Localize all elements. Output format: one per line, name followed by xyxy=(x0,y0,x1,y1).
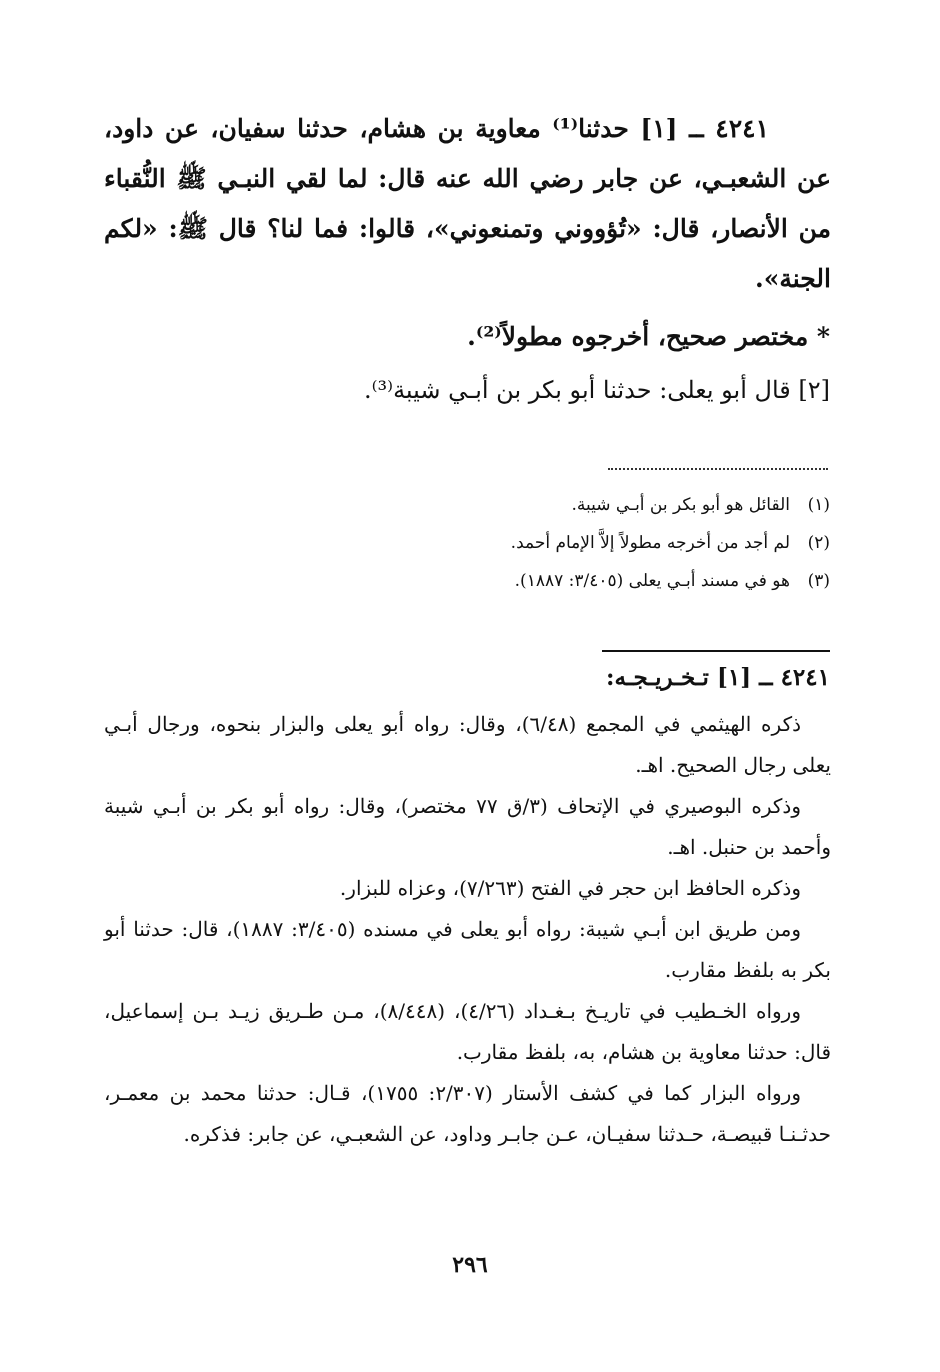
takhrij-paragraph: ومن طريق ابن أبـي شيبة: رواه أبو يعلى في مسنده (٣/٤٠٥: ١٨٨٧)، قال: حدثنا أبو بكر به بلفظ مقارب. xyxy=(104,917,831,982)
footnote-2 xyxy=(511,524,830,562)
footnote-number: (٣) xyxy=(807,571,830,591)
footnote-text: هو في مسند أبـي يعلى (٣/٤٠٥: ١٨٨٧). xyxy=(514,571,790,591)
takhrij-body xyxy=(104,704,831,1155)
hadith-paragraph: ٤٢٤١ ــ [١] حدثنا⁽¹⁾ معاوية بن هشام، حدثنا سفيان، عن داود، عن الشعبـي، عن جابر رضي الله عنه قال: لما لقي النبـي ﷺ النُّقباء من الأنصار، قال: «تُؤووني وتمنعوني»، قالوا: فما لنا؟ قال ﷺ: «لكم الجنة». xyxy=(104,114,831,293)
page-number: ٢٩٦ xyxy=(452,1252,488,1278)
grading-line: * مختصر صحيح، أخرجوه مطولاً⁽²⁾. xyxy=(467,322,830,351)
takhrij-paragraph: ورواه الخـطيب في تاريـخ بـغـداد (٤/٢٦)، (٨/٤٤٨)، مـن طـريق زيـد بـن إسماعيل، قال: حدثنا معاوية بن هشام، به، بلفظ مقارب. xyxy=(104,999,831,1064)
hadith-text xyxy=(104,104,831,304)
footnote-3 xyxy=(515,562,830,600)
takhrij-heading: ٤٢٤١ ــ [١] تـخـريـجـه: xyxy=(605,664,830,691)
second-chain: [٢] قال أبو يعلى: حدثنا أبو بكر بن أبـي شيبة⁽³⁾. xyxy=(364,376,830,404)
takhrij-paragraph: ذكره الهيثمي في المجمع (٦/٤٨)، وقال: رواه أبو يعلى والبزار بنحوه، ورجال أبـي يعلى رجال الصحيح. اهـ. xyxy=(104,712,831,777)
footnote-number: (٢) xyxy=(807,533,830,553)
takhrij-paragraph: وذكره البوصيري في الإتحاف (٣/ق ٧٧ مختصر)، وقال: رواه أبو بكر بن أبـي شيبة وأحمد بن حنبل. اهـ. xyxy=(104,794,831,859)
section-rule xyxy=(602,650,830,652)
takhrij-paragraph: وذكره الحافظ ابن حجر في الفتح (٧/٢٦٣)، وعزاه للبزار. xyxy=(339,876,801,900)
takhrij-paragraph: ورواه البزار كما في كشف الأستار (٢/٣٠٧: ١٧٥٥)، قـال: حدثنا محمد بن معمـر، حدثـنـا قبيصـة، حـدثنا سفيـان، عـن جابـر وداود، عن الشعبـي، عن جابر: فذكره. xyxy=(104,1081,831,1146)
footnote-separator xyxy=(608,468,828,470)
footnote-text: القائل هو أبو بكر بن أبـي شيبة. xyxy=(571,495,790,515)
footnote-number: (١) xyxy=(807,495,830,515)
footnote-1 xyxy=(572,486,831,524)
footnote-text: لم أجد من أخرجه مطولاً إلاَّ الإمام أحمد. xyxy=(510,533,790,553)
